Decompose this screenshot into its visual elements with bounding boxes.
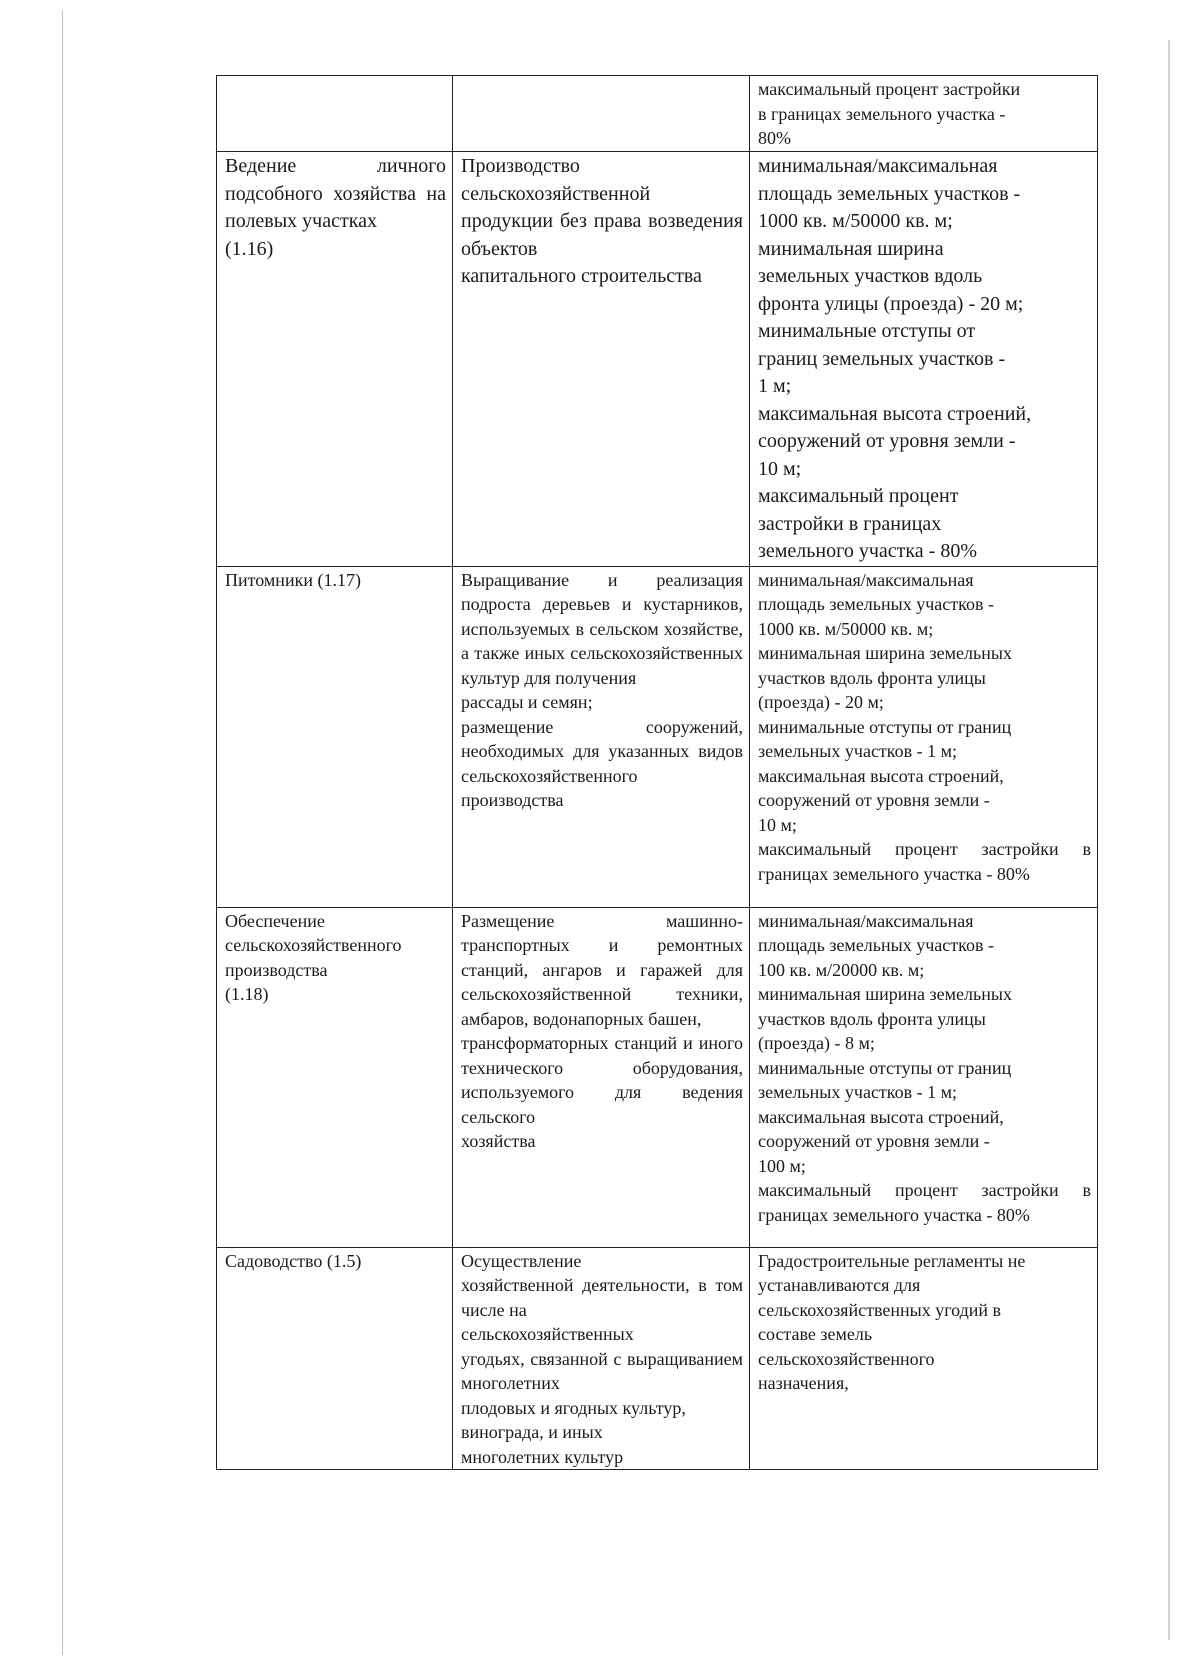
land-use-description: Производство сельскохозяйственной продукции без права возведения объектов капитального строительства	[461, 155, 743, 287]
land-use-params-cell	[750, 1247, 1098, 1470]
land-use-description: Выращивание и реализация подроста деревьев и кустарников, используемых в сельском хозяйстве, а также иных сельскохозяйственных культур для получения рассады и семян; размещение сооружений, необходимых для указанных видов сельскохозяйственного производства	[461, 569, 743, 810]
land-use-params: минимальная/максимальная площадь земельных участков - 1000 кв. м/50000 кв. м; минимальная ширина земельных участков вдоль фронта улицы (проезда) - 20 м; минимальные отступы от границ земельных участков - 1 м; максимальная высота строений, сооружений от уровня земли - 10 м; максимальный процент застройки в границах земельного участка - 80%	[758, 155, 1032, 562]
land-use-params-cell	[750, 76, 1098, 152]
scan-edge-right	[1168, 40, 1170, 1640]
land-use-params-cell	[750, 907, 1098, 1247]
land-use-params-cell	[750, 566, 1098, 907]
land-use-description: Осуществление хозяйственной деятельности, в том числе на сельскохозяйственных угодьях, связанной с выращиванием многолетних плодовых и ягодных культур, винограда, и иных многолетних культур	[461, 1250, 743, 1467]
scan-edge-left	[62, 10, 63, 1655]
land-use-params: Градостроительные регламенты не устанавливаются для сельскохозяйственных угодий в составе земель сельскохозяйственного назначения,	[758, 1250, 1026, 1393]
land-use-name: Ведение личного подсобного хозяйства на полевых участках (1.16)	[225, 155, 446, 260]
land-use-name-cell	[217, 1247, 453, 1470]
table-row	[217, 76, 1098, 152]
land-use-name-cell	[217, 566, 453, 907]
table-row	[217, 1247, 1098, 1470]
regulations-table	[216, 75, 1098, 1470]
land-use-description-cell	[453, 152, 750, 567]
land-use-params-cell	[750, 152, 1098, 567]
land-use-params: минимальная/максимальная площадь земельных участков - 1000 кв. м/50000 кв. м; минимальная ширина земельных участков вдоль фронта улицы (проезда) - 20 м; минимальные отступы от границ земельных участков - 1 м; максимальная высота строений, сооружений от уровня земли - 10 м; максимальный процент застройки в границах земельного участка - 80%	[758, 569, 1091, 884]
land-use-name: Питомники (1.17)	[225, 569, 361, 590]
land-use-params: минимальная/максимальная площадь земельных участков - 100 кв. м/20000 кв. м; минимальная ширина земельных участков вдоль фронта улицы (проезда) - 8 м; минимальные отступы от границ земельных участков - 1 м; максимальная высота строений, сооружений от уровня земли - 100 м; максимальный процент застройки в границах земельного участка - 80%	[758, 910, 1091, 1225]
land-use-name-cell	[217, 907, 453, 1247]
land-use-description: Размещение машинно-транспортных и ремонтных станций, ангаров и гаражей для сельскохозяйственной техники, амбаров, водонапорных башен, трансформаторных станций и иного технического оборудования, используемого для ведения сельского хозяйства	[461, 910, 743, 1151]
land-use-name-cell	[217, 152, 453, 567]
table-row	[217, 152, 1098, 567]
land-use-params: максимальный процент застройки в границах земельного участка - 80%	[758, 79, 1021, 148]
table-row	[217, 566, 1098, 907]
land-use-description-cell	[453, 76, 750, 152]
land-use-name: Обеспечение сельскохозяйственного производства (1.18)	[225, 910, 402, 1004]
land-use-description-cell	[453, 566, 750, 907]
table-row	[217, 907, 1098, 1247]
land-use-name-cell	[217, 76, 453, 152]
land-use-description-cell	[453, 1247, 750, 1470]
land-use-description-cell	[453, 907, 750, 1247]
land-use-name: Садоводство (1.5)	[225, 1250, 362, 1271]
